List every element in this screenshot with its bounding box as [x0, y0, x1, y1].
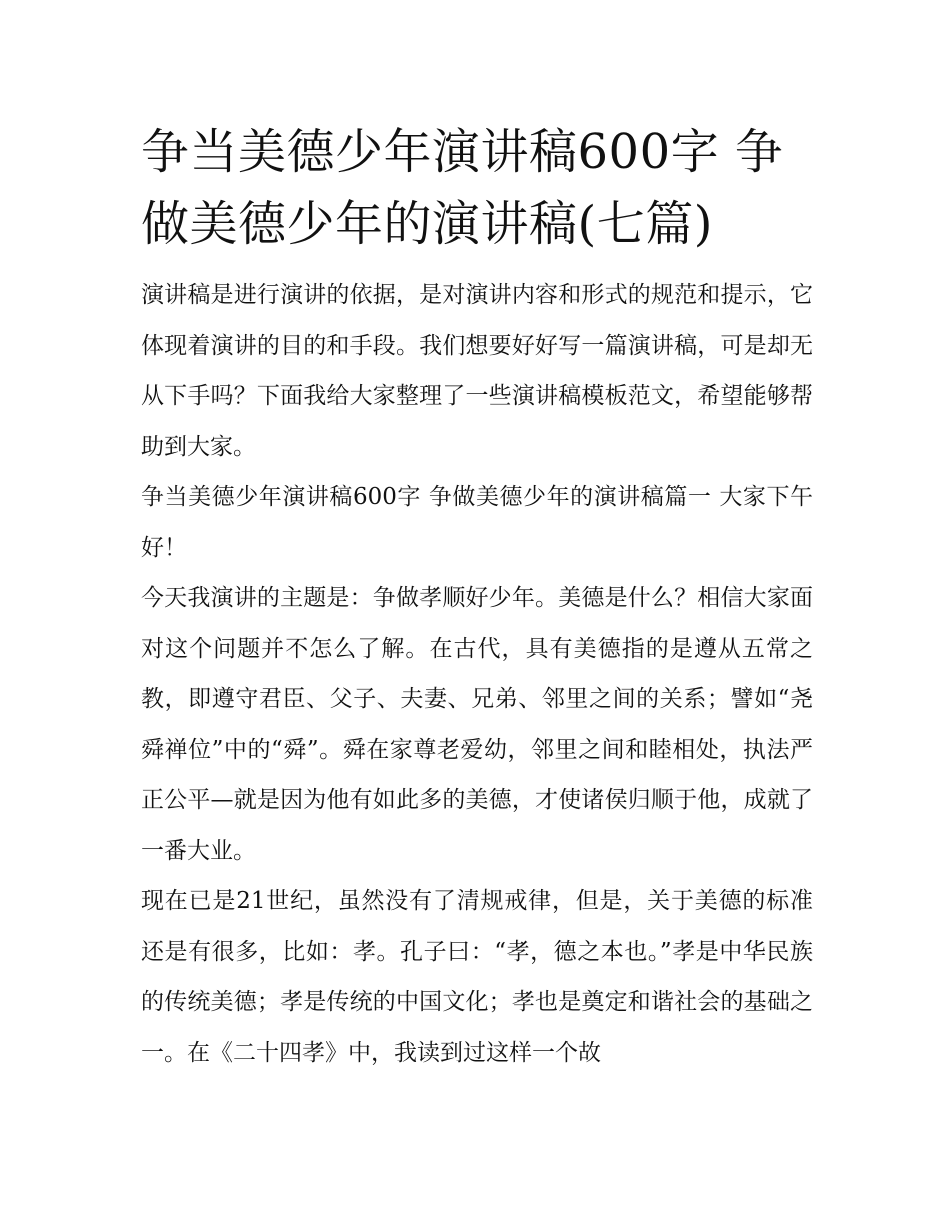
- intro-paragraph: 演讲稿是进行演讲的依据，是对演讲内容和形式的规范和提示，它体现着演讲的目的和手段。我们想要好好写一篇演讲稿，可是却无从下手吗？下面我给大家整理了一些演讲稿模板范文，希望能够帮助到大家。: [141, 282, 813, 460]
- document-body: [141, 116, 813, 1078]
- body-paragraph: 今天我演讲的主题是：争做孝顺好少年。美德是什么？相信大家面对这个问题并不怎么了解。在古代，具有美德指的是遵从五常之教，即遵守君臣、父子、夫妻、兄弟、邻里之间的关系；譬如“尧舜禅位”中的“舜”。舜在家尊老爱幼，邻里之间和睦相处，执法严正公平—就是因为他有如此多的美德，才使诸侯归顺于他，成就了一番大业。: [141, 585, 813, 864]
- document-title: 争当美德少年演讲稿600字 争做美德少年的演讲稿(七篇): [141, 124, 784, 252]
- section-heading-paragraph: 争当美德少年演讲稿600字 争做美德少年的演讲稿篇一 大家下午好！: [141, 484, 813, 561]
- body-paragraph: 现在已是21世纪，虽然没有了清规戒律，但是，关于美德的标准还是有很多，比如：孝。孔子曰：“孝，德之本也。”孝是中华民族的传统美德；孝是传统的中国文化；孝也是奠定和谐社会的基础之一。在《二十四孝》中，我读到过这样一个故: [141, 888, 813, 1066]
